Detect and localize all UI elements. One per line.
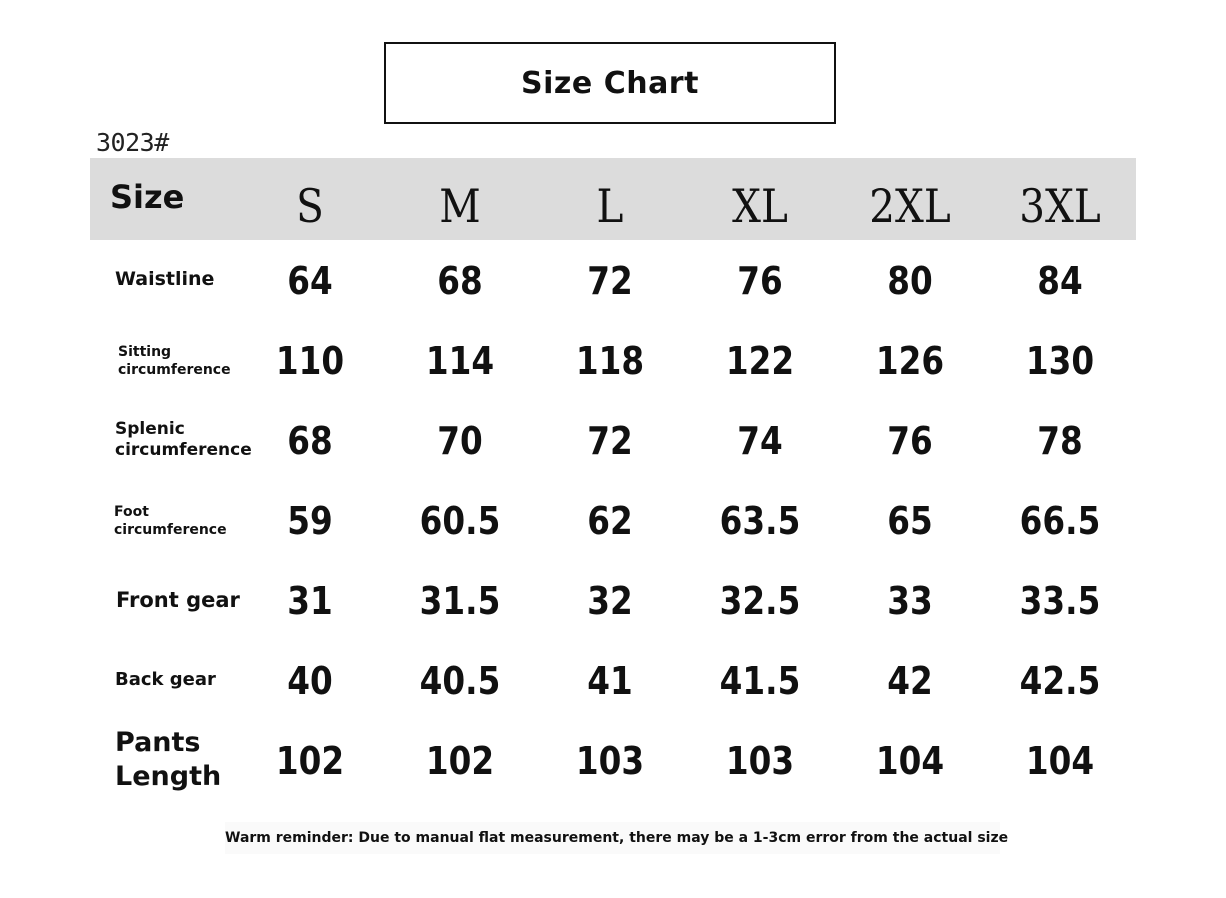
size-column-xl: XL xyxy=(732,179,788,233)
table-cell: 110 xyxy=(275,339,345,383)
table-cell: 32 xyxy=(587,579,633,623)
table-cell: 59 xyxy=(287,499,333,543)
table-cell: 104 xyxy=(875,739,945,783)
table-cell: 62 xyxy=(587,499,633,543)
table-cell: 78 xyxy=(1037,419,1083,463)
table-cell: 60.5 xyxy=(419,499,501,543)
table-cell: 33.5 xyxy=(1019,579,1101,623)
table-cell: 40.5 xyxy=(419,659,501,703)
table-cell: 32.5 xyxy=(719,579,801,623)
table-cell: 80 xyxy=(887,259,933,303)
table-cell: 42 xyxy=(887,659,933,703)
table-cell: 126 xyxy=(875,339,945,383)
table-cell: 41.5 xyxy=(719,659,801,703)
table-cell: 70 xyxy=(437,419,483,463)
table-cell: 66.5 xyxy=(1019,499,1101,543)
size-header-label: Size xyxy=(110,178,185,216)
table-cell: 63.5 xyxy=(719,499,801,543)
table-cell: 31 xyxy=(287,579,333,623)
size-column-s: S xyxy=(296,179,324,233)
table-cell: 102 xyxy=(275,739,345,783)
table-cell: 76 xyxy=(887,419,933,463)
row-label-splenic-circumference: Splenic circumference xyxy=(115,419,252,460)
table-cell: 130 xyxy=(1025,339,1095,383)
table-cell: 103 xyxy=(575,739,645,783)
table-cell: 68 xyxy=(437,259,483,303)
size-column-l: L xyxy=(596,179,624,233)
table-cell: 74 xyxy=(737,419,783,463)
table-cell: 76 xyxy=(737,259,783,303)
row-label-sitting-circumference: Sitting circumference xyxy=(118,344,231,378)
table-cell: 33 xyxy=(887,579,933,623)
style-code: 3023# xyxy=(96,128,169,157)
size-column-2xl: 2XL xyxy=(869,179,951,233)
table-cell: 31.5 xyxy=(419,579,501,623)
table-cell: 118 xyxy=(575,339,645,383)
row-label-foot-circumference: Foot circumference xyxy=(114,504,227,538)
warm-reminder-note: Warm reminder: Due to manual flat measurement, there may be a 1-3cm error from the actual size xyxy=(225,822,1000,854)
row-label-pants-length: Pants Length xyxy=(115,727,222,792)
table-cell: 42.5 xyxy=(1019,659,1101,703)
table-cell: 104 xyxy=(1025,739,1095,783)
row-label-back-gear: Back gear xyxy=(115,669,216,690)
page-title: Size Chart xyxy=(521,65,699,101)
title-box xyxy=(384,42,836,124)
table-cell: 102 xyxy=(425,739,495,783)
table-cell: 103 xyxy=(725,739,795,783)
table-cell: 84 xyxy=(1037,259,1083,303)
row-label-front-gear: Front gear xyxy=(116,588,240,612)
table-cell: 68 xyxy=(287,419,333,463)
table-cell: 40 xyxy=(287,659,333,703)
size-column-m: M xyxy=(439,179,481,233)
size-column-3xl: 3XL xyxy=(1019,179,1101,233)
table-cell: 114 xyxy=(425,339,495,383)
table-cell: 122 xyxy=(725,339,795,383)
table-cell: 72 xyxy=(587,259,633,303)
table-cell: 65 xyxy=(887,499,933,543)
table-cell: 72 xyxy=(587,419,633,463)
row-label-waistline: Waistline xyxy=(115,268,215,290)
table-cell: 64 xyxy=(287,259,333,303)
table-cell: 41 xyxy=(587,659,633,703)
